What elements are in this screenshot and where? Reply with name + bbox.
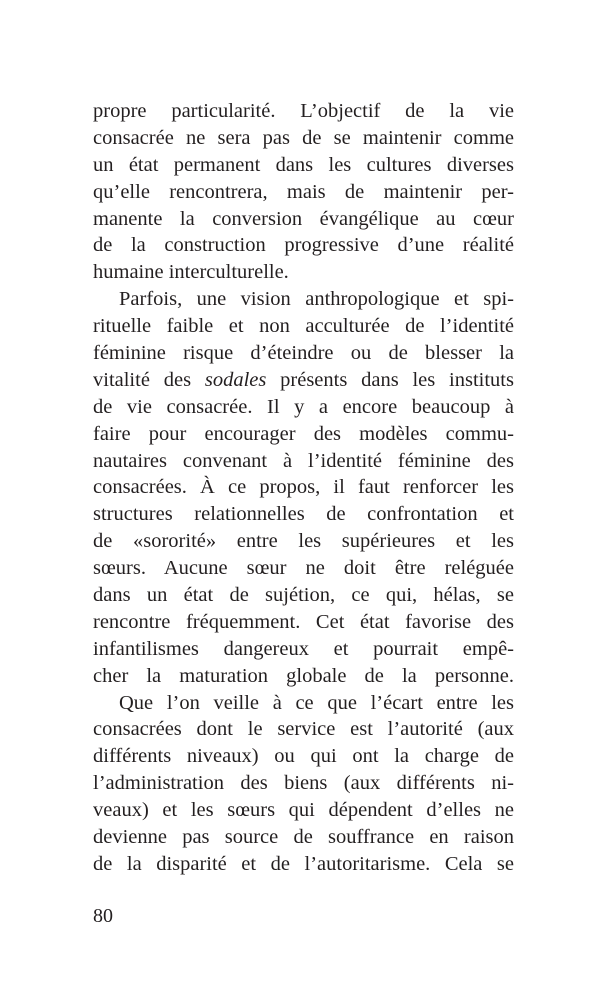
text-line-mixed: vitalité des sodales présents dans les instituts xyxy=(93,368,514,391)
text-line: humaine interculturelle. xyxy=(93,261,289,284)
text-line: Parfois, une vision anthropologique et spi- xyxy=(119,288,514,311)
text-line: sœurs. Aucune sœur ne doit être reléguée xyxy=(93,557,514,580)
text-line: Que l’on veille à ce que l’écart entre les xyxy=(119,691,514,714)
text-line: de «sororité» entre les supérieures et les xyxy=(93,530,514,553)
text-line: féminine risque d’éteindre ou de blesser la xyxy=(93,342,514,365)
text-line: consacrée ne sera pas de se maintenir comme xyxy=(93,126,514,149)
paragraph-3 xyxy=(93,690,514,878)
text-line: cher la maturation globale de la personne. xyxy=(93,664,514,687)
text-line: de la disparité et de l’autoritarisme. Cela se xyxy=(93,852,514,875)
text-line: de la construction progressive d’une réalité xyxy=(93,234,514,257)
text-line: l’administration des biens (aux différents ni- xyxy=(93,772,514,795)
text-line: nautaires convenant à l’identité féminine des xyxy=(93,449,514,472)
page-number: 80 xyxy=(93,905,113,927)
paragraph-2 xyxy=(93,286,514,689)
text-line: faire pour encourager des modèles commu- xyxy=(93,422,514,445)
text-line: dans un état de sujétion, ce qui, hélas, se xyxy=(93,584,514,607)
text-line: rituelle faible et non acculturée de l’identité xyxy=(93,315,514,338)
text-line: rencontre fréquemment. Cet état favorise des xyxy=(93,610,514,633)
text-line: structures relationnelles de confrontation et xyxy=(93,503,514,526)
text-line: manente la conversion évangélique au cœur xyxy=(93,207,514,230)
paragraph-1 xyxy=(93,98,514,286)
text-line: qu’elle rencontrera, mais de maintenir per- xyxy=(93,180,514,203)
text-line: un état permanent dans les cultures diverses xyxy=(93,153,514,176)
text-line: consacrées dont le service est l’autorité (aux xyxy=(93,718,514,741)
page-body xyxy=(93,98,514,878)
text-line: propre particularité. L’objectif de la vie xyxy=(93,100,514,122)
text-line: de vie consacrée. Il y a encore beaucoup à xyxy=(93,395,514,418)
text-line: consacrées. À ce propos, il faut renforcer les xyxy=(93,476,514,499)
text-line: différents niveaux) ou qui ont la charge de xyxy=(93,745,514,768)
italic-term: sodales xyxy=(204,368,267,391)
text-line: infantilismes dangereux et pourrait empê- xyxy=(93,637,514,660)
text-line: devienne pas source de souffrance en raison xyxy=(93,826,514,849)
text-line: veaux) et les sœurs qui dépendent d’elles ne xyxy=(93,799,514,822)
